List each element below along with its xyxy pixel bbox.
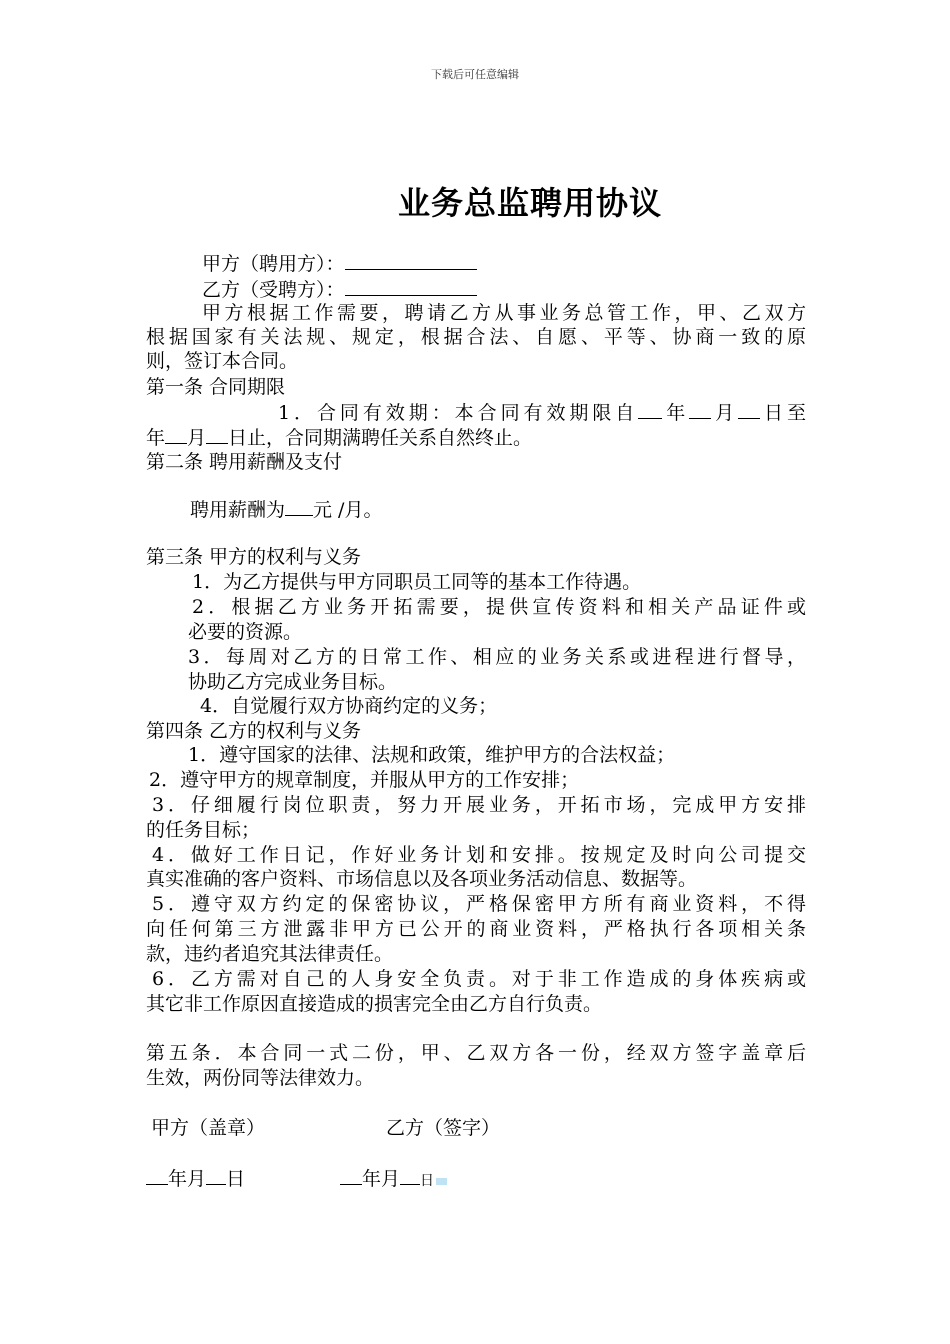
article3-item1: 1．为乙方提供与甲方同职员工同等的基本工作待遇。	[192, 571, 642, 593]
document-title: 业务总监聘用协议	[398, 184, 663, 222]
article4-item4-line2: 真实准确的客户资料、市场信息以及各项业务活动信息、数据等。	[146, 868, 698, 890]
signature-date-a	[146, 1166, 245, 1191]
article2-heading: 第二条 聘用薪酬及支付	[146, 451, 343, 473]
end-year-unit: 年	[146, 427, 166, 449]
salary-prefix: 聘用薪酬为	[190, 499, 286, 521]
party-a-label: 甲方（聘用方）：	[202, 253, 345, 275]
sign-a-day-unit: 日	[226, 1168, 246, 1190]
term-end-text: 日止，合同期满聘任关系自然终止。	[228, 427, 533, 449]
sign-a-year-blank[interactable]	[146, 1166, 168, 1185]
article4-item5-line2: 向任何第三方泄露非甲方已公开的商业资料，严格执行各项相关条	[146, 918, 806, 940]
article4-item5-line1: 5．遵守双方约定的保密协议，严格保密甲方所有商业资料，不得	[152, 893, 806, 915]
start-year-unit: 年	[662, 402, 690, 424]
salary-suffix: 元 /月。	[313, 499, 383, 521]
article1-item1-line1	[278, 400, 806, 425]
article4-item1: 1．遵守国家的法律、法规和政策，维护甲方的合法权益；	[188, 744, 676, 766]
end-month-blank[interactable]	[165, 425, 187, 444]
article4-item6-line1: 6．乙方需对自己的人身安全负责。对于非工作造成的身体疾病或	[152, 968, 806, 990]
article5-line2: 生效，两份同等法律效力。	[146, 1067, 375, 1089]
article3-item3-line1: 3．每周对乙方的日常工作、相应的业务关系或进程进行督导，	[188, 646, 806, 668]
article4-item3-line2: 的任务目标；	[146, 819, 261, 841]
article3-item3-line2: 协助乙方完成业务目标。	[188, 671, 398, 693]
header-note: 下载后可任意编辑	[431, 68, 519, 81]
article4-heading: 第四条 乙方的权利与义务	[146, 720, 362, 742]
intro-line-3: 则，签订本合同。	[146, 350, 299, 372]
intro-line-2: 根据国家有关法规、规定，根据合法、自愿、平等、协商一致的原	[146, 326, 806, 348]
article4-item5-line3: 款，违约者追究其法律责任。	[146, 943, 394, 965]
start-day-unit: 日至	[760, 402, 806, 424]
article4-item2: 2．遵守甲方的规章制度，并服从甲方的工作安排；	[149, 769, 580, 791]
article1-heading: 第一条 合同期限	[146, 376, 286, 398]
text-cursor-marker	[436, 1178, 447, 1185]
end-month-unit: 月	[187, 427, 207, 449]
article5-line1: 第五条．本合同一式二份，甲、乙双方各一份，经双方签字盖章后	[146, 1042, 806, 1064]
sign-b-month-unit: 月	[381, 1168, 401, 1190]
article1-item1-line2	[146, 425, 532, 450]
party-b-label: 乙方（受聘方）：	[202, 279, 345, 301]
sign-a-month-unit: 月	[187, 1168, 207, 1190]
party-a-blank[interactable]	[345, 251, 477, 270]
start-month-blank[interactable]	[689, 400, 711, 419]
salary-amount-blank[interactable]	[285, 497, 313, 516]
start-month-unit: 月	[711, 402, 739, 424]
sign-a-day-blank[interactable]	[206, 1166, 226, 1185]
article4-item4-line1: 4．做好工作日记，作好业务计划和安排。按规定及时向公司提交	[152, 844, 806, 866]
party-a-line	[202, 251, 477, 276]
party-b-line	[202, 277, 477, 302]
article3-item2-line2: 必要的资源。	[188, 621, 303, 643]
term-prefix: 1．合同有效期：本合同有效期限自	[278, 402, 639, 424]
article4-item3-line1: 3．仔细履行岗位职责，努力开展业务，开拓市场，完成甲方安排	[152, 794, 806, 816]
start-year-blank[interactable]	[638, 400, 662, 419]
start-day-blank[interactable]	[738, 400, 760, 419]
article3-heading: 第三条 甲方的权利与义务	[146, 546, 362, 568]
article3-item2-line1: 2．根据乙方业务开拓需要，提供宣传资料和相关产品证件或	[192, 596, 806, 618]
sign-b-year-blank[interactable]	[340, 1166, 362, 1185]
sign-b-year-unit: 年	[362, 1168, 382, 1190]
signature-party-a: 甲方（盖章）	[151, 1117, 266, 1139]
sign-b-day-unit: 日	[420, 1173, 435, 1189]
end-day-blank[interactable]	[206, 425, 228, 444]
signature-date-b	[340, 1166, 447, 1193]
intro-line-1: 甲方根据工作需要，聘请乙方从事业务总管工作，甲、乙双方	[202, 302, 806, 324]
sign-a-year-unit: 年	[168, 1168, 188, 1190]
party-b-blank[interactable]	[345, 277, 477, 296]
article3-item4: 4．自觉履行双方协商约定的义务；	[200, 695, 498, 717]
article4-item6-line2: 其它非工作原因直接造成的损害完全由乙方自行负责。	[146, 993, 603, 1015]
sign-b-day-blank[interactable]	[400, 1166, 420, 1185]
salary-line	[190, 497, 382, 522]
signature-party-b: 乙方（签字）	[386, 1117, 501, 1139]
